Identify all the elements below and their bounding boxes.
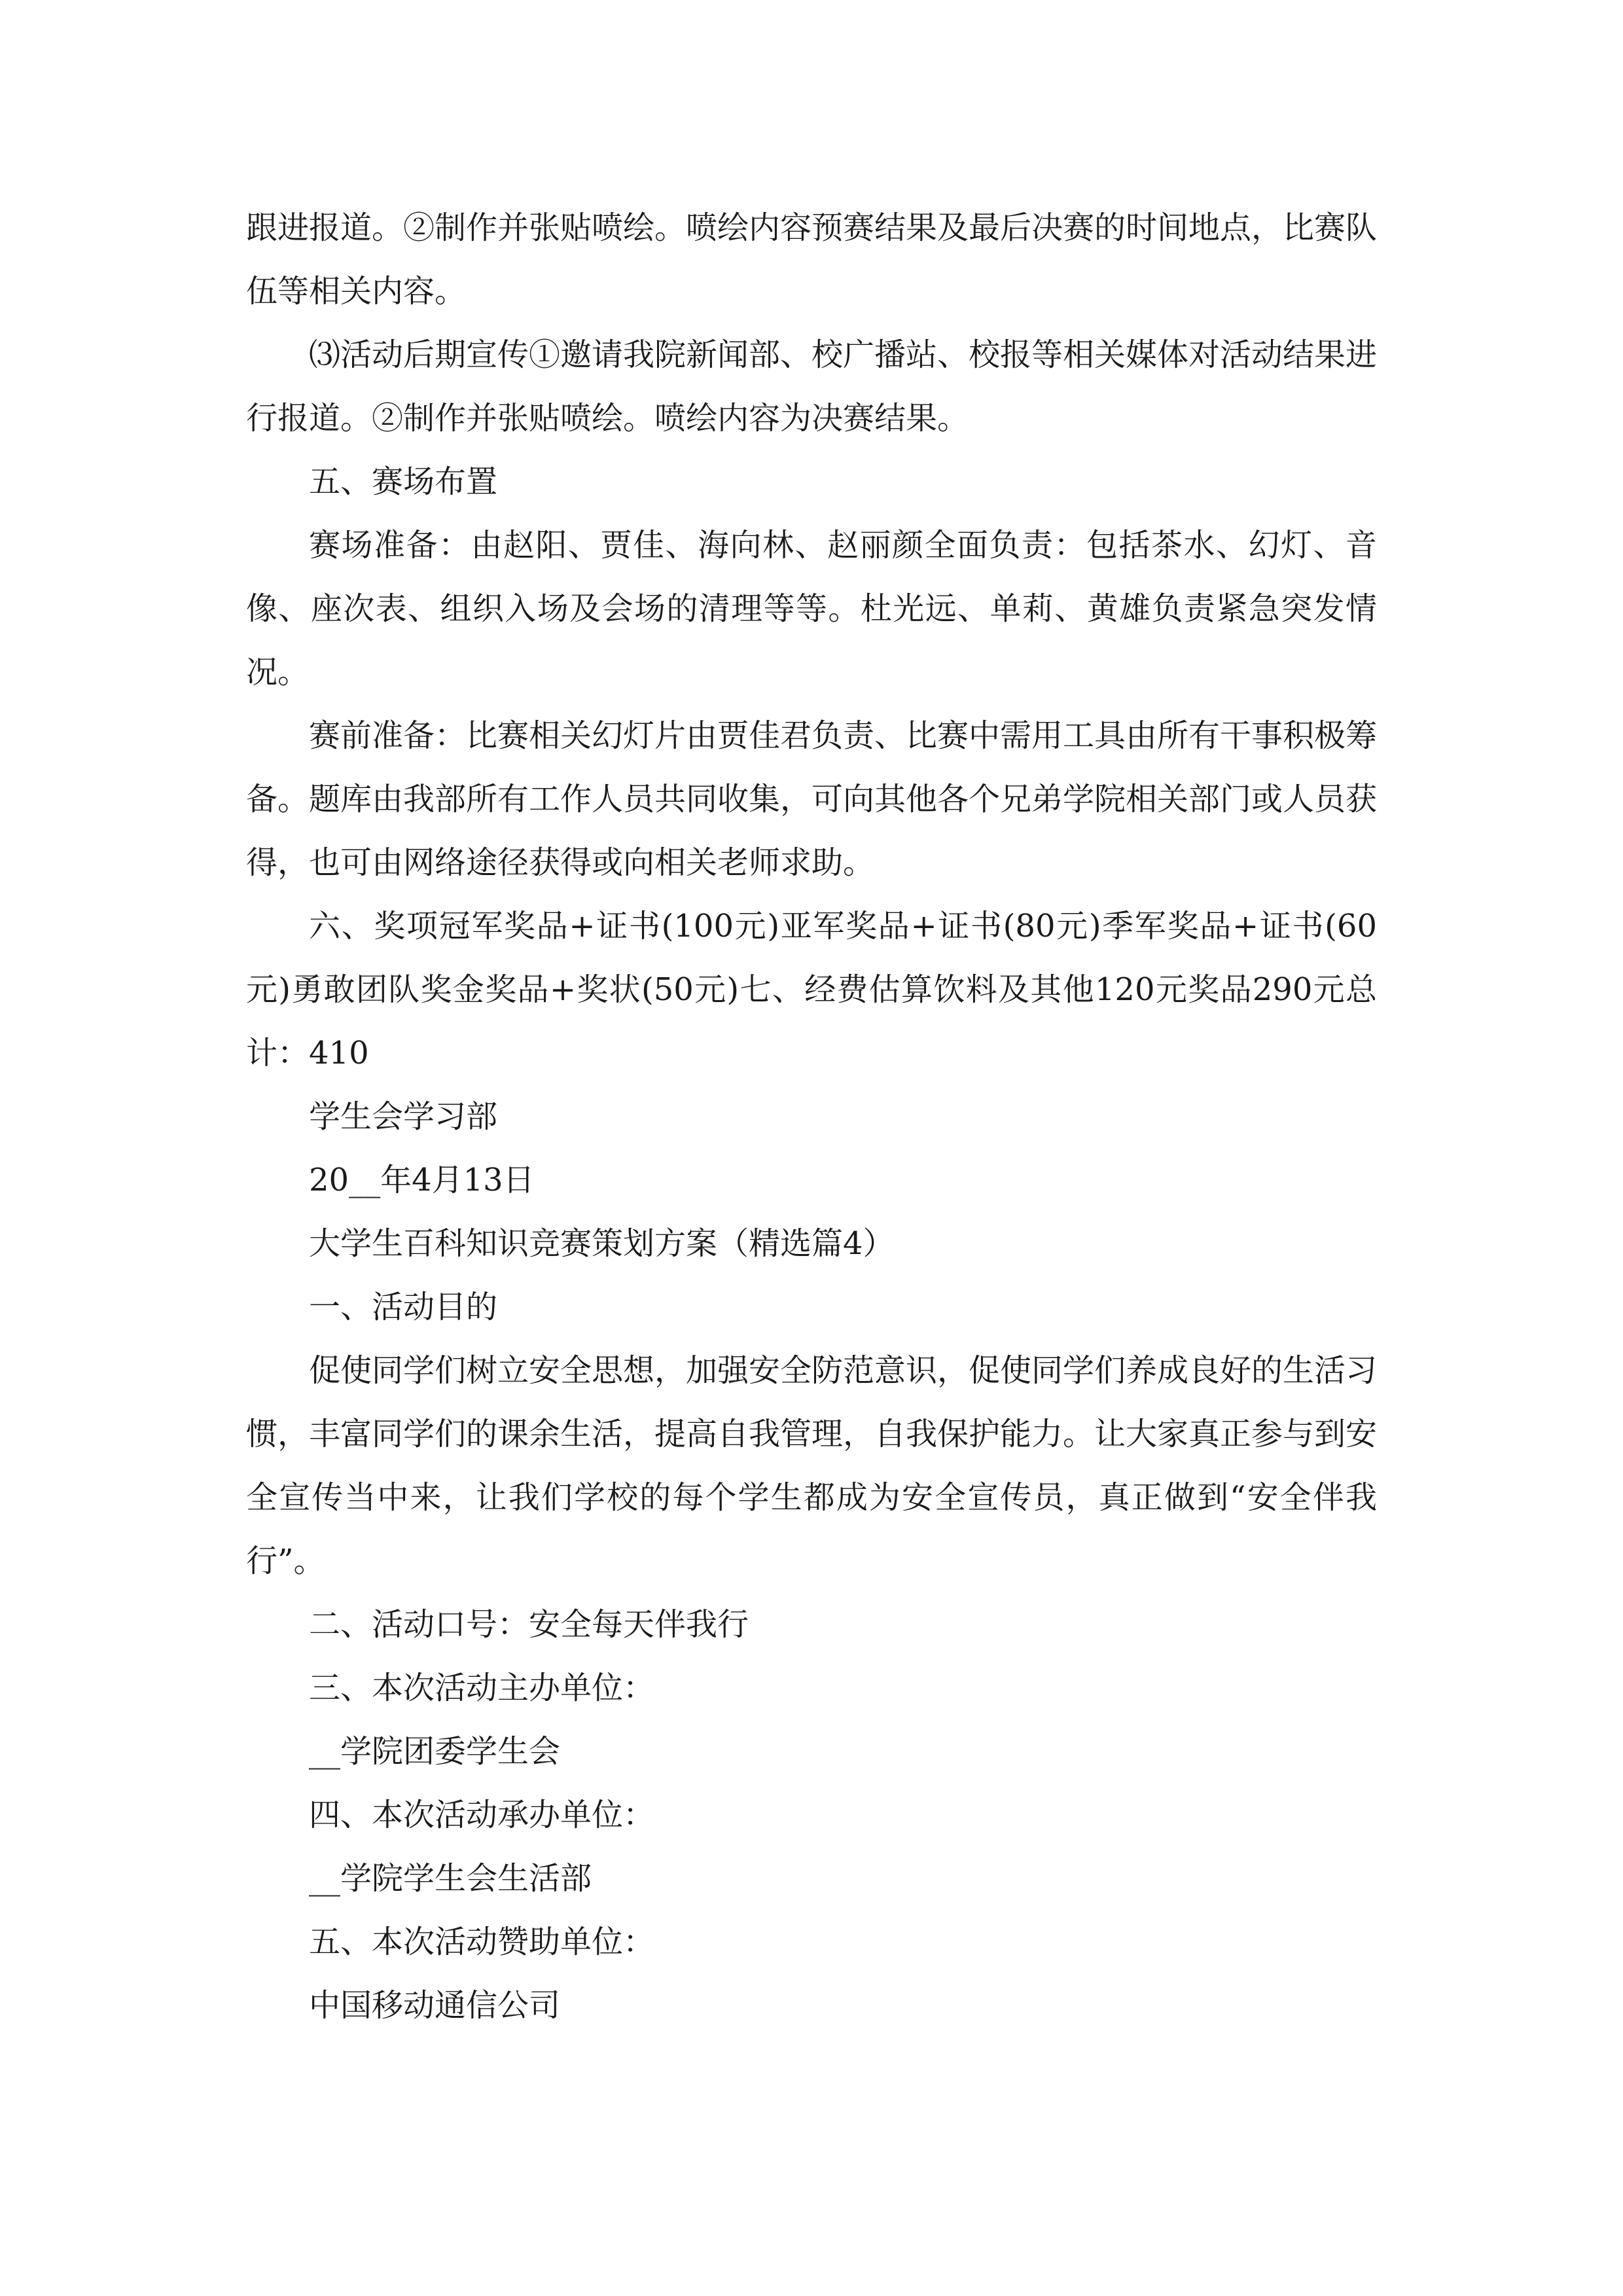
- heading-venue-layout: 五、赛场布置: [309, 463, 498, 500]
- sponsor-unit-name: 中国移动通信公司: [309, 1987, 561, 2024]
- signature-organization: 学生会学习部: [309, 1098, 498, 1135]
- paragraph-pre-match-preparation: 赛前准备：比赛相关幻灯片由贾佳君负责、比赛中需用工具由所有干事积极筹备。题库由我部所有工作人员共同收集，可向其他各个兄弟学院相关部门或人员获得，也可由网络途径获得或向相关老师求助。: [246, 717, 1378, 881]
- heading-sponsor-unit: 五、本次活动赞助单位：: [309, 1924, 655, 1960]
- paragraph-continued-report: 跟进报道。②制作并张贴喷绘。喷绘内容预赛结果及最后决赛的时间地点，比赛队伍等相关内容。: [246, 209, 1378, 310]
- host-unit-name: __学院团委学生会: [309, 1733, 561, 1770]
- heading-host-unit: 三、本次活动主办单位：: [309, 1670, 655, 1706]
- signature-date: 20__年4月13日: [309, 1162, 535, 1198]
- heading-activity-purpose: 一、活动目的: [309, 1289, 498, 1325]
- paragraph-awards-and-budget: 六、奖项冠军奖品+证书(100元)亚军奖品+证书(80元)季军奖品+证书(60元)勇敢团队奖金奖品+奖状(50元)七、经费估算饮料及其他120元奖品290元总计：410: [246, 908, 1377, 1071]
- paragraph-venue-preparation: 赛场准备：由赵阳、贾佳、海向林、赵丽颜全面负责：包括茶水、幻灯、音像、座次表、组织入场及会场的清理等等。杜光远、单莉、黄雄负责紧急突发情况。: [246, 527, 1377, 691]
- section-title: 大学生百科知识竞赛策划方案（精选篇4）: [309, 1225, 895, 1262]
- heading-activity-slogan: 二、活动口号：安全每天伴我行: [309, 1606, 749, 1643]
- heading-organizer-unit: 四、本次活动承办单位：: [309, 1797, 655, 1833]
- organizer-unit-name: __学院学生会生活部: [309, 1860, 592, 1897]
- document-body: [246, 196, 1377, 2037]
- paragraph-post-event-publicity: ⑶活动后期宣传①邀请我院新闻部、校广播站、校报等相关媒体对活动结果进行报道。②制作并张贴喷绘。喷绘内容为决赛结果。: [246, 336, 1378, 437]
- paragraph-activity-purpose: 促使同学们树立安全思想，加强安全防范意识，促使同学们养成良好的生活习惯，丰富同学们的课余生活，提高自我管理，自我保护能力。让大家真正参与到安全宣传当中来，让我们学校的每个学生都成为安全宣传员，真正做到“安全伴我行”。: [246, 1352, 1378, 1579]
